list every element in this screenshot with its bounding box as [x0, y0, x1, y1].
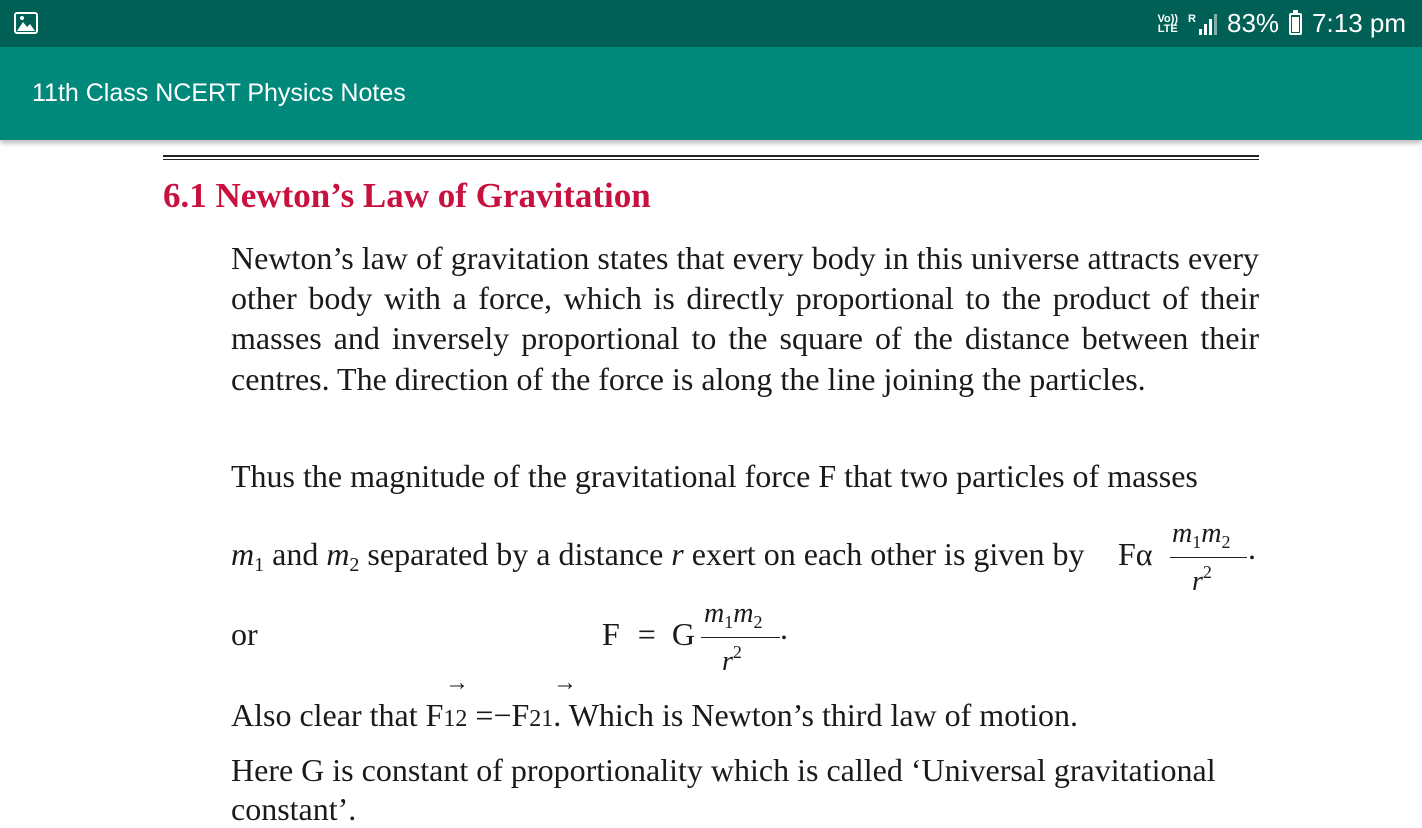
var-m1: m	[231, 536, 255, 572]
eq-g: G	[671, 616, 695, 652]
eq-equals: =	[637, 616, 656, 652]
text-and: and	[264, 536, 327, 572]
paragraph-constant: Here G is constant of proportionality which is called ‘Universal gravitational	[231, 752, 1216, 788]
eq-period: .	[780, 610, 788, 646]
sub-21: 21	[529, 706, 554, 732]
f-alpha: Fα	[1118, 536, 1153, 572]
fraction-numerator	[1172, 518, 1230, 553]
formula-line-third-law	[231, 697, 1078, 734]
fraction-denominator	[1192, 562, 1212, 598]
paragraph-magnitude: Thus the magnitude of the gravitational force F that two particles of masses	[231, 458, 1198, 494]
eq-fraction-denominator	[722, 642, 742, 678]
eq-num-sub-1: 1	[724, 612, 734, 632]
paragraph-constant-cont: constant’.	[231, 791, 357, 827]
eq-f: F	[602, 616, 620, 652]
eq-num-m1: m	[704, 598, 725, 629]
sub-2: 2	[349, 554, 360, 576]
signal-bar	[1209, 19, 1212, 35]
vector-arrow: →	[553, 670, 577, 696]
app-bar	[0, 47, 1422, 140]
vec-f21: F	[511, 697, 530, 733]
text-equals-minus: =−	[467, 697, 512, 733]
text-separated: separated by a distance	[359, 536, 672, 572]
den-exp: 2	[1202, 562, 1212, 582]
clock: 7:13 pm	[1312, 8, 1406, 38]
eq-num-sub-2: 2	[753, 612, 763, 632]
status-bar	[0, 0, 1422, 47]
volte-indicator	[1157, 14, 1178, 34]
app-title: 11th Class NCERT Physics Notes	[32, 79, 406, 107]
volte-top: Vo))	[1157, 12, 1179, 25]
volte-bottom: LTE	[1157, 22, 1178, 35]
vec-f12: F	[425, 697, 444, 733]
roaming-label: R	[1188, 12, 1196, 25]
equation-lhs	[602, 616, 695, 653]
fraction-period: .	[1248, 530, 1256, 566]
sub-12: 12	[443, 706, 468, 732]
divider	[163, 155, 1259, 157]
signal-bar	[1214, 14, 1217, 35]
signal-icon	[1188, 13, 1217, 35]
divider	[163, 159, 1259, 160]
battery-charging-icon	[1289, 13, 1302, 35]
vector-arrow: →	[445, 670, 469, 696]
battery-percentage: 83%	[1227, 8, 1280, 38]
den-r: r	[1192, 566, 1203, 597]
or-label: or	[231, 616, 258, 652]
gallery-icon	[14, 12, 38, 39]
sub-1: 1	[254, 554, 265, 576]
eq-fraction-bar	[701, 637, 780, 638]
signal-bar	[1199, 29, 1202, 35]
formula-line-proportional	[231, 536, 1084, 577]
signal-bar	[1204, 24, 1207, 35]
status-icons	[1157, 0, 1406, 47]
text-also-clear: Also clear that	[231, 697, 426, 733]
eq-fraction-numerator	[704, 598, 762, 633]
text-third-law: . Which is Newton’s third law of motion.	[553, 697, 1078, 733]
eq-den-r: r	[722, 646, 733, 677]
num-m2: m	[1201, 518, 1222, 549]
num-m1: m	[1172, 518, 1193, 549]
var-r: r	[671, 536, 684, 572]
fraction-bar	[1170, 557, 1247, 558]
num-sub-2: 2	[1221, 532, 1231, 552]
num-sub-1: 1	[1192, 532, 1202, 552]
eq-num-m2: m	[733, 598, 754, 629]
text-exert: exert on each other is given by	[683, 536, 1085, 572]
section-heading: 6.1 Newton’s Law of Gravitation	[163, 176, 651, 215]
paragraph-law-statement: Newton’s law of gravitation states that every body in this universe attracts every other body with a force, which is directly proportional to the product of their masses and inversely proportional to the square of the distance between their centres. The direction of the force is along the line joining the particles.	[231, 240, 1259, 397]
var-m2: m	[326, 536, 350, 572]
eq-den-exp: 2	[732, 642, 742, 662]
